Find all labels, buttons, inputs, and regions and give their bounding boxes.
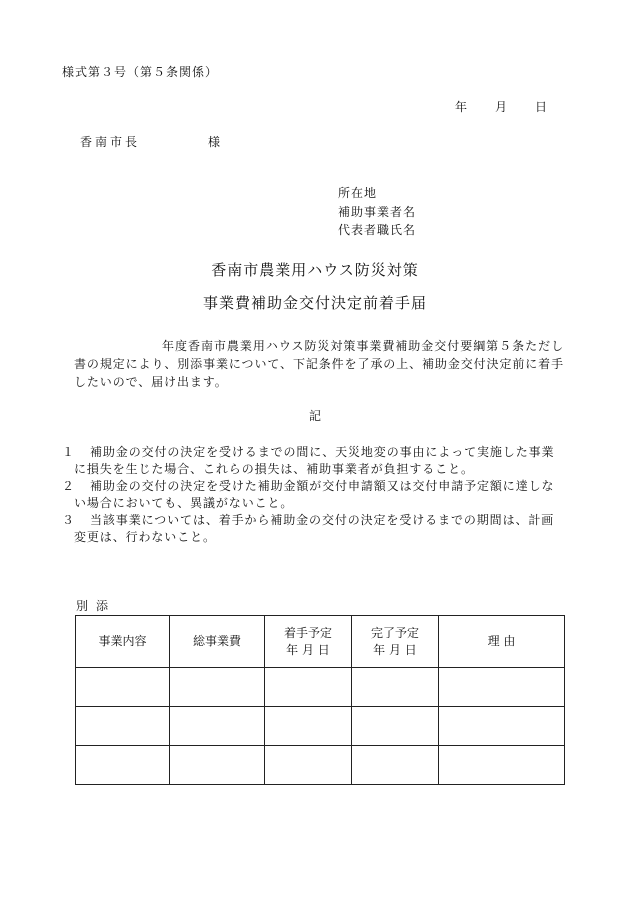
table-cell[interactable] — [265, 668, 352, 707]
condition-number: ２ — [62, 479, 75, 493]
body-paragraph: 年度香南市農業用ハウス防災対策事業費補助金交付要綱第５条ただし書の規定により、別添事業について、下記条件を了承の上、補助金交付決定前に着手したいので、届け出ます。 — [74, 339, 564, 389]
date-month-label: 月 — [495, 100, 508, 114]
table-cell[interactable] — [76, 668, 170, 707]
addressee — [80, 136, 223, 148]
attachment-table — [75, 615, 565, 785]
form-number: 様式第３号（第５条関係） — [62, 65, 219, 79]
date-line — [455, 101, 547, 113]
table-cell[interactable] — [265, 746, 352, 785]
condition-text: 当該事業については、着手から補助金の交付の決定を受けるまでの期間は、計画変更は、行わないこと。 — [74, 513, 555, 544]
table-cell[interactable] — [265, 707, 352, 746]
condition-item — [62, 512, 566, 546]
table-cell[interactable] — [76, 707, 170, 746]
table-cell[interactable] — [352, 668, 439, 707]
header-business-content: 事業内容 — [76, 616, 170, 668]
table-cell[interactable] — [352, 707, 439, 746]
table-row — [76, 668, 565, 707]
table-row — [76, 707, 565, 746]
header-reason: 理 由 — [439, 616, 565, 668]
date-year-label: 年 — [455, 100, 468, 114]
ki-heading: 記 — [308, 409, 321, 423]
addressee-name: 香南市長 — [80, 135, 141, 149]
table-cell[interactable] — [352, 746, 439, 785]
table-cell[interactable] — [170, 668, 265, 707]
addressee-honorific: 様 — [208, 135, 224, 149]
attachment-label: 別添 — [76, 599, 117, 613]
table-header-row — [76, 616, 565, 668]
condition-number: ３ — [62, 513, 75, 527]
table-cell[interactable] — [439, 668, 565, 707]
table-cell[interactable] — [170, 707, 265, 746]
condition-number: １ — [62, 445, 75, 459]
table-cell[interactable] — [439, 746, 565, 785]
date-day-label: 日 — [535, 100, 548, 114]
header-planned-completion: 完了予定 年 月 日 — [352, 616, 439, 668]
condition-text: 補助金の交付の決定を受けるまでの間に、天災地変の事由によって実施した事業に損失を生じた場合、これらの損失は、補助事業者が負担すること。 — [74, 445, 555, 476]
applicant-representative-label: 代表者職氏名 — [338, 223, 417, 237]
header-planned-start: 着手予定 年 月 日 — [265, 616, 352, 668]
condition-text: 補助金の交付の決定を受けた補助金額が交付申請額又は交付申請予定額に達しない場合においても、異議がないこと。 — [74, 479, 555, 510]
applicant-address-label: 所在地 — [338, 186, 378, 200]
table-cell[interactable] — [76, 746, 170, 785]
table-row — [76, 746, 565, 785]
applicant-operator-label: 補助事業者名 — [338, 205, 417, 219]
table-cell[interactable] — [439, 707, 565, 746]
header-total-cost: 総事業費 — [170, 616, 265, 668]
condition-item — [62, 478, 566, 512]
document-title-line1: 香南市農業用ハウス防災対策 — [211, 261, 419, 279]
table-cell[interactable] — [170, 746, 265, 785]
condition-item — [62, 444, 566, 478]
document-title-line2: 事業費補助金交付決定前着手届 — [202, 294, 427, 312]
